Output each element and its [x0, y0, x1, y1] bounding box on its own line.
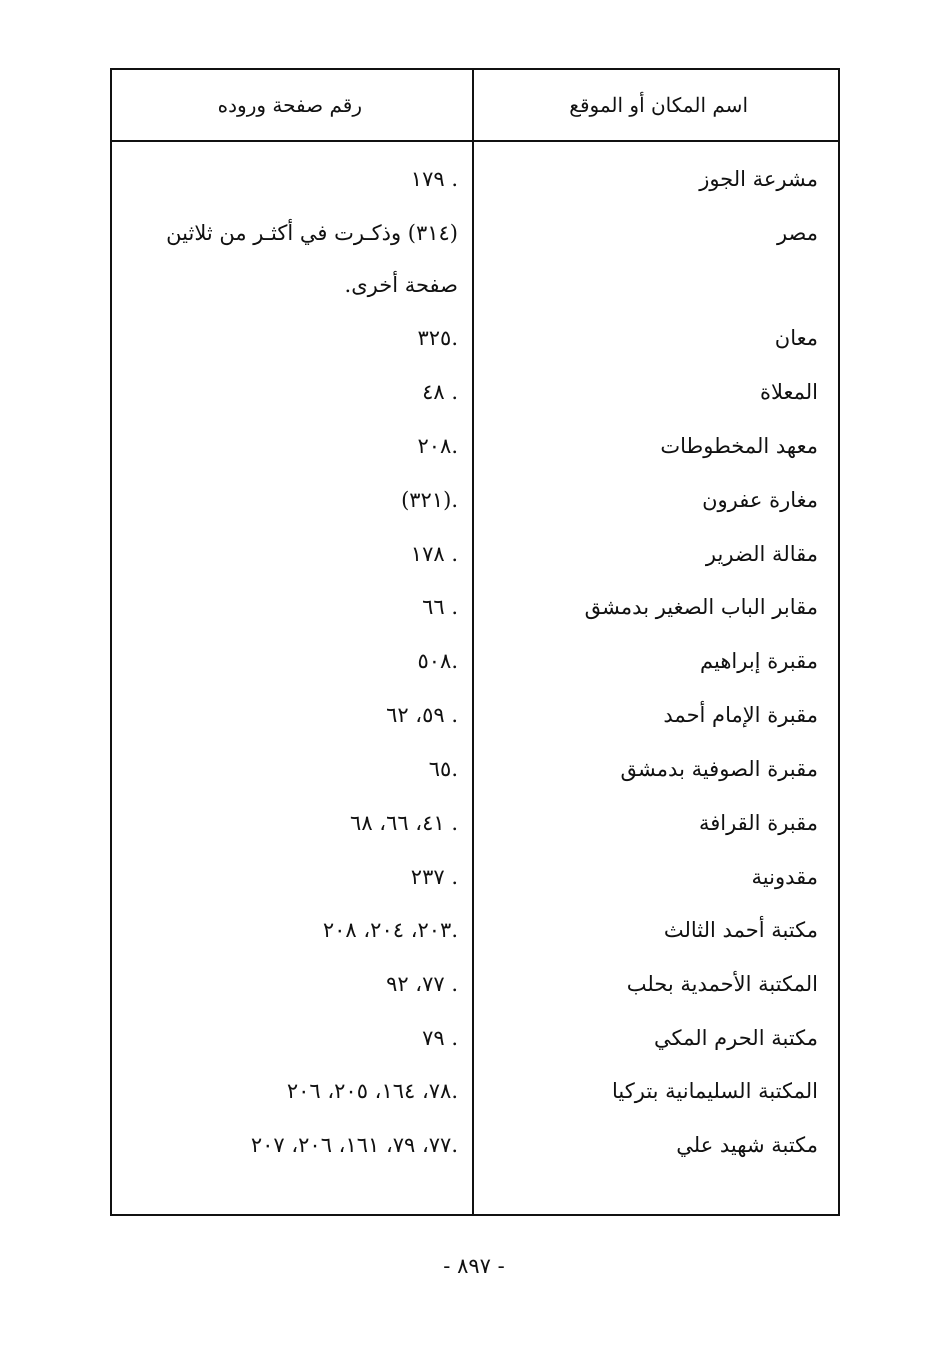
row-place: مقبرة إبراهيم	[700, 649, 818, 673]
row-pages: ١٧٩ .	[410, 167, 458, 191]
row-pages: ٧٩ .	[422, 1026, 458, 1050]
row-place: مكتبة شهيد علي	[676, 1133, 818, 1157]
row-place: المعلاة	[759, 380, 818, 404]
row-pages: ٤٨ .	[422, 380, 458, 404]
row-pages: ٢٠٨.	[417, 434, 458, 458]
row-pages: ١٧٨ .	[410, 542, 458, 566]
row-place: مقبرة الصوفية بدمشق	[620, 757, 818, 781]
row-place: مقبرة الإمام أحمد	[663, 703, 818, 727]
row-place: مغارة عفرون	[702, 488, 818, 512]
row-place: مقدونية	[751, 865, 818, 889]
row-pages: ٦٥.	[428, 757, 458, 781]
row-place: المكتبة الأحمدية بحلب	[626, 972, 818, 996]
row-pages: ٣٢٥.	[417, 326, 458, 350]
row-pages: ٧٧، ٩٢ .	[386, 972, 458, 996]
index-table	[110, 68, 840, 1216]
row-place: مصر	[776, 221, 818, 245]
row-place: المكتبة السليمانية بتركيا	[612, 1079, 818, 1103]
row-pages: ٧٧، ٧٩، ١٦١، ٢٠٦، ٢٠٧.	[250, 1133, 458, 1157]
row-place: مشرعة الجوز	[699, 167, 818, 191]
page-number: - ٨٩٧ -	[443, 1254, 505, 1278]
row-pages: (٣٢١).	[401, 488, 458, 512]
row-pages: ٥٩، ٦٢ .	[386, 703, 458, 727]
row-pages: ٧٨، ١٦٤، ٢٠٥، ٢٠٦.	[286, 1079, 458, 1103]
row-place: مكتبة أحمد الثالث	[663, 918, 818, 942]
row-pages: (٣١٤) وذكـرت في أكثـر من ثلاثين	[166, 221, 458, 245]
row-pages: ٢٣٧ .	[410, 865, 458, 889]
row-place: مقبرة القرافة	[698, 811, 818, 835]
row-pages: صفحة أخرى.	[344, 273, 458, 297]
row-pages: ٤١، ٦٦، ٦٨ .	[350, 811, 458, 835]
header-page-numbers: رقم صفحة وروده	[217, 93, 362, 117]
row-place: مقالة الضرير	[705, 542, 818, 566]
header-rule	[112, 140, 838, 142]
row-place: مكتبة الحرم المكي	[654, 1026, 818, 1050]
row-pages: ٢٠٣، ٢٠٤، ٢٠٨.	[322, 918, 458, 942]
header-place-name: اسم المكان أو الموقع	[569, 93, 748, 117]
column-divider	[472, 70, 474, 1214]
row-place: معهد المخطوطات	[660, 434, 818, 458]
row-pages: ٥٠٨.	[417, 649, 458, 673]
row-place: معان	[774, 326, 818, 350]
row-place: مقابر الباب الصغير بدمشق	[584, 595, 818, 619]
row-pages: ٦٦ .	[422, 595, 458, 619]
